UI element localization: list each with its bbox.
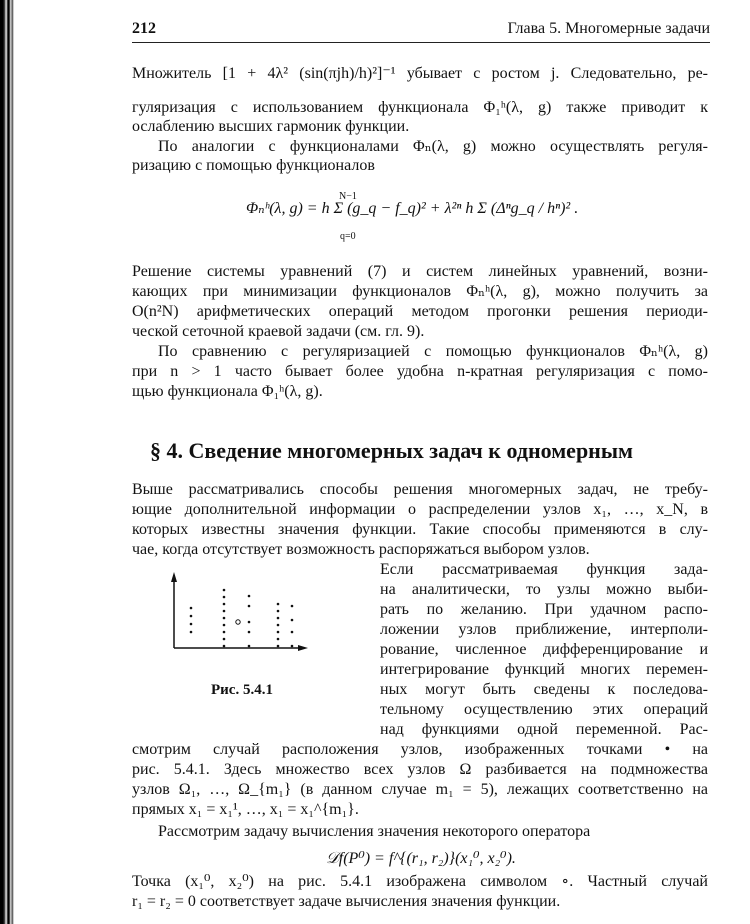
- text-line: прямых x₁ = x₁¹, …, x₁ = x₁^{m₁}.: [132, 801, 359, 818]
- text-line: ослаблению высших гармоник функции.: [132, 118, 410, 135]
- text-line: кающих при минимизации функционалов Φₙʰ(λ, g), можно получить за: [132, 283, 708, 300]
- y-axis-arrow: [171, 572, 177, 582]
- text-line: интегрирование функций многих перемен-: [380, 661, 708, 678]
- chapter-title: Глава 5. Многомерные задачи: [507, 20, 710, 37]
- target-point-marker: [236, 620, 240, 624]
- node-column: [190, 607, 193, 634]
- text-line: на аналитически, то узлы можно выби-: [380, 581, 708, 598]
- text-line: рать по желанию. При удачном распо-: [380, 601, 708, 618]
- formula-phi-n: [246, 198, 606, 218]
- node-column: [248, 595, 251, 648]
- text-line: По аналогии с функционалами Φₙ(λ, g) можно осуществлять регуля-: [158, 138, 708, 155]
- text-line: которых известны значения функции. Такие способы применяются в слу-: [132, 521, 708, 538]
- node-column: [291, 605, 294, 648]
- page-number: 212: [132, 20, 156, 37]
- sum-lower-text: q=0: [340, 231, 356, 242]
- text-line: Точка (x₁⁰, x₂⁰) на рис. 5.4.1 изображена символом ∘. Частный случай: [132, 873, 708, 890]
- figure-caption: Рис. 5.4.1: [211, 682, 273, 698]
- text-line: ризацию с помощью функционалов: [132, 157, 375, 174]
- text-line: Выше рассматривались способы решения многомерных задач, не требу-: [132, 481, 708, 498]
- formula-text: 𝒟f(P⁰) = f^{(r₁, r₂)}(x₁⁰, x₂⁰).: [326, 850, 516, 867]
- text-line: ных могут быть сведены к последова-: [380, 681, 708, 698]
- text-line: щью функционала Φ₁ʰ(λ, g).: [132, 383, 323, 400]
- node-column: [223, 589, 226, 648]
- text-line: По сравнению с регуляризацией с помощью функционалов Φₙʰ(λ, g): [158, 343, 708, 360]
- text-line: ющие дополнительной информации о распределении узлов x₁, …, x_N, в: [132, 501, 708, 518]
- formula-operator: [326, 848, 516, 868]
- text-line: ложении узлов приближение, интерполи-: [380, 621, 708, 638]
- text-line: тельному осуществлению этих операций: [380, 701, 708, 718]
- text-line: над функциями одной переменной. Рас-: [380, 721, 708, 738]
- sum-lower-limit: [340, 226, 356, 244]
- section-heading: § 4. Сведение многомерных задач к одномерным: [150, 438, 634, 463]
- text-line: при n > 1 часто бывает более удобна n-кратная регуляризация с помо-: [132, 363, 708, 380]
- text-line: чае, когда отсутствует возможность распоряжаться выбором узлов.: [132, 541, 590, 558]
- text-line: смотрим случай расположения узлов, изображенных точками • на: [132, 741, 708, 758]
- text-line: гуляризация с использованием функционала Φ₁ʰ(λ, g) также приводит к: [132, 99, 708, 116]
- text-line: Рассмотрим задачу вычисления значения некоторого оператора: [158, 823, 591, 840]
- text-line: Решение системы уравнений (7) и систем линейных уравнений, возни-: [132, 263, 708, 280]
- formula-text: Φₙʰ(λ, g) = h Σ (g_q − f_q)² + λ²ⁿ h Σ (Δⁿg_q / hⁿ)² .: [246, 200, 579, 217]
- book-binding-edge: [0, 0, 14, 924]
- text-line: O(n²N) арифметических операций методом прогонки решения периоди-: [132, 303, 708, 320]
- text-line: Множитель [1 + 4λ² (sin(πjh)/h)²]⁻¹ убывает с ростом j. Следовательно, ре-: [132, 65, 708, 82]
- node-column: [277, 603, 280, 648]
- sum-upper-text: N−1: [339, 191, 357, 202]
- text-line: ческой сеточной краевой задачи (см. гл. 9).: [132, 323, 425, 340]
- text-line: рис. 5.4.1. Здесь множество всех узлов Ω разбивается на подмножества: [132, 761, 708, 778]
- text-line: Если рассматриваемая функция зада-: [380, 561, 708, 578]
- text-line: узлов Ω₁, …, Ω_{m₁} (в данном случае m₁ = 5), лежащих соответственно на: [132, 781, 708, 798]
- text-line: r₁ = r₂ = 0 соответствует задаче вычисления значения функции.: [132, 893, 561, 910]
- page-header: [132, 20, 710, 43]
- x-axis-arrow: [298, 645, 308, 651]
- figure-node-grid: [160, 570, 310, 670]
- text-line: рование, численное дифференцирование и: [380, 641, 708, 658]
- sum-upper-limit: [339, 186, 357, 204]
